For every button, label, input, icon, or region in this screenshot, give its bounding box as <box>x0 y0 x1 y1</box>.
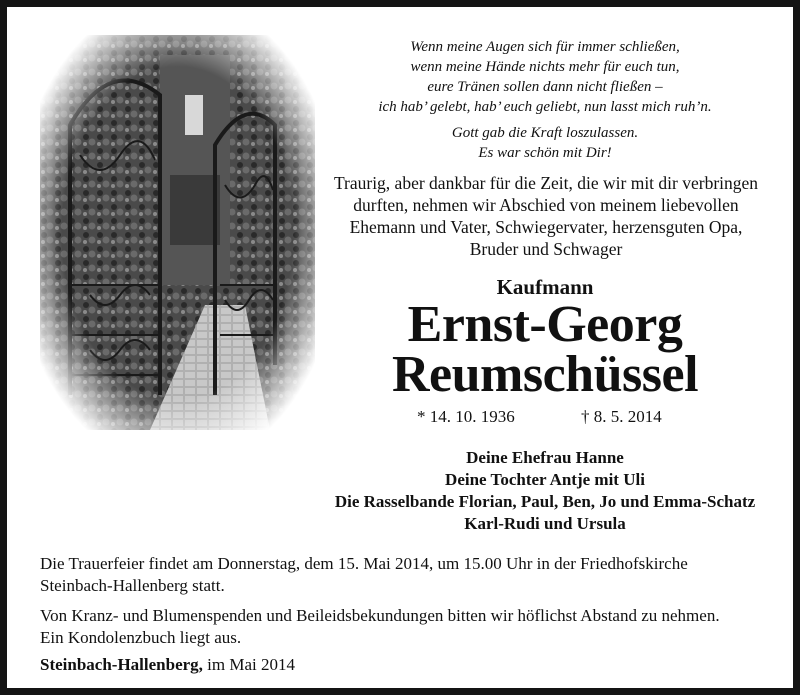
intro-line: Bruder und Schwager <box>469 239 623 259</box>
mourner-line: Deine Ehefrau Hanne <box>466 448 624 467</box>
deceased-first-name: Ernst-Georg <box>407 296 683 353</box>
garden-gate-photo <box>40 35 315 430</box>
poem-closing-line: Gott gab die Kraft loszulassen. <box>451 125 639 141</box>
flowers-notice <box>40 605 780 649</box>
poem-line: Wenn meine Augen sich für immer schließen, <box>410 39 680 55</box>
intro-line: Ehemann und Vater, Schwiegervater, herzensguten Opa, <box>349 217 743 237</box>
poem-closing-line: Es war schön mit Dir! <box>478 145 612 161</box>
poem-line: ich hab’ gelebt, hab’ euch geliebt, nun lasst mich ruh’n. <box>378 99 712 115</box>
deceased-last-name: Reumschüssel <box>391 346 699 403</box>
poem <box>325 37 765 163</box>
flowers-notice-line: Ein Kondolenzbuch liegt aus. <box>40 628 242 647</box>
intro-line: Traurig, aber dankbar für die Zeit, die wir mit dir verbringen <box>333 173 759 193</box>
closing-date: im Mai 2014 <box>202 655 296 674</box>
mourner-line: Die Rasselbande Florian, Paul, Ben, Jo und Emma-Schatz <box>334 492 756 511</box>
closing-line <box>40 655 295 675</box>
mourners-list <box>307 447 783 535</box>
mourner-line: Karl-Rudi und Ursula <box>464 514 626 533</box>
flowers-notice-line: Von Kranz- und Blumenspenden und Beileidsbekundungen bitten wir höflichst Abstand zu nehmen. <box>40 606 720 625</box>
deceased-name <box>325 296 765 403</box>
funeral-notice <box>40 553 780 597</box>
intro-text <box>319 172 773 260</box>
funeral-notice-line: Die Trauerfeier findet am Donnerstag, dem 15. Mai 2014, um 15.00 Uhr in der Friedhofskirche <box>40 554 688 573</box>
closing-place: Steinbach-Hallenberg, <box>40 655 203 674</box>
death-date: † 8. 5. 2014 <box>581 407 662 426</box>
intro-line: durften, nehmen wir Abschied von meinem liebevollen <box>353 195 739 215</box>
deceased-title: Kaufmann <box>496 275 594 299</box>
notices <box>40 553 780 657</box>
poem-line: eure Tränen sollen dann nicht fließen – <box>427 79 663 95</box>
poem-line: wenn meine Hände nichts mehr für euch tun, <box>410 59 680 75</box>
birth-date: * 14. 10. 1936 <box>417 407 515 426</box>
mourner-line: Deine Tochter Antje mit Uli <box>445 470 645 489</box>
funeral-notice-line: Steinbach-Hallenberg statt. <box>40 576 225 595</box>
